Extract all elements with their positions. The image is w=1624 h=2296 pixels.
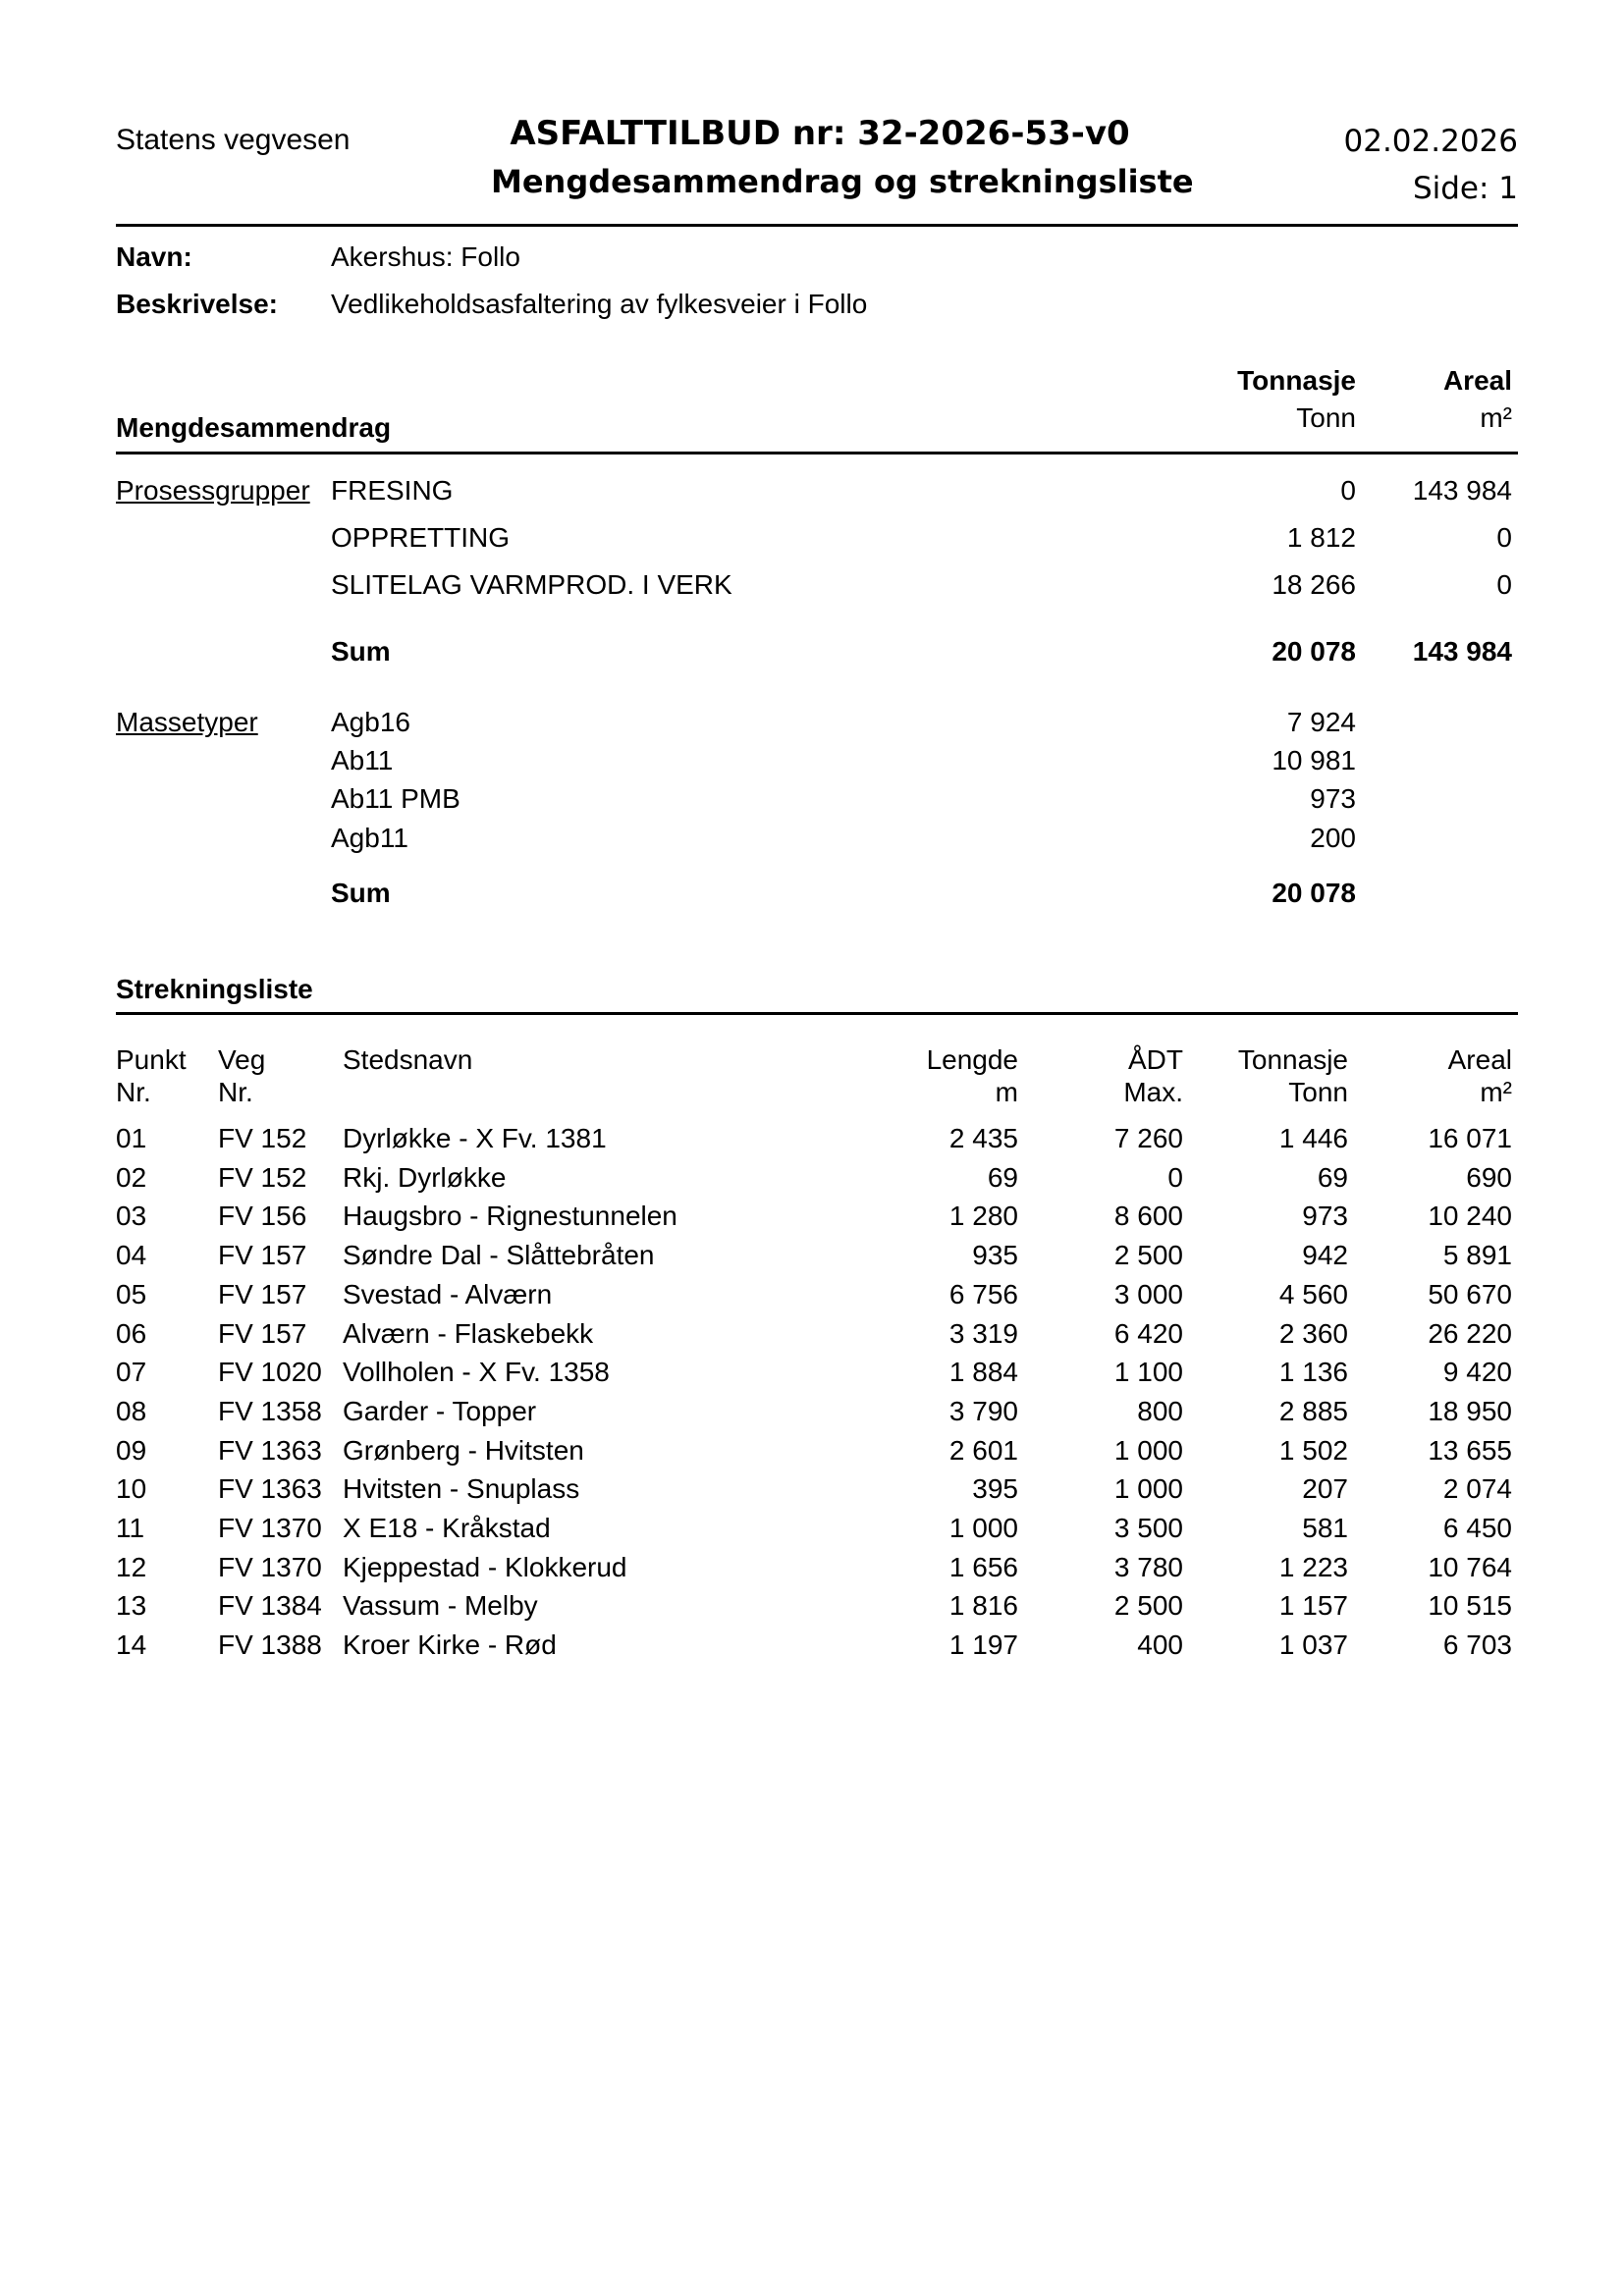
- route-veg: FV 1370: [218, 1513, 322, 1543]
- route-tonnasje: 1 037: [1278, 1629, 1348, 1660]
- route-stedsnavn: X E18 - Kråkstad: [343, 1513, 551, 1543]
- header-lengde-sub: m: [995, 1077, 1018, 1107]
- route-lengde: 3 319: [948, 1318, 1018, 1349]
- mass-sum-tonnage: 20 078: [1272, 878, 1356, 908]
- mass-name: Agb16: [331, 707, 410, 737]
- name-value: Akershus: Follo: [331, 241, 520, 272]
- route-lengde: 3 790: [948, 1396, 1018, 1426]
- route-veg: FV 152: [218, 1162, 307, 1193]
- document-title: ASFALTTILBUD nr: 32-2026-53-v0: [510, 114, 1130, 153]
- summary-divider: [116, 452, 1518, 454]
- route-areal: 26 220: [1428, 1318, 1512, 1349]
- mass-tonnage: 10 981: [1272, 745, 1356, 775]
- mass-sum-label: Sum: [331, 878, 391, 908]
- route-tonnasje: 973: [1302, 1201, 1348, 1231]
- route-stedsnavn: Vassum - Melby: [343, 1590, 538, 1621]
- process-tonnage: 1 812: [1286, 522, 1356, 553]
- route-punkt: 11: [116, 1513, 145, 1543]
- area-unit: m²: [1480, 402, 1512, 433]
- route-lengde: 1 197: [948, 1629, 1018, 1660]
- route-veg: FV 157: [218, 1318, 307, 1349]
- route-areal: 16 071: [1428, 1123, 1512, 1153]
- route-stedsnavn: Svestad - Alværn: [343, 1279, 553, 1309]
- route-adt: 1 000: [1113, 1435, 1183, 1466]
- route-punkt: 14: [116, 1629, 147, 1660]
- route-stedsnavn: Søndre Dal - Slåttebråten: [343, 1240, 655, 1270]
- route-stedsnavn: Kroer Kirke - Rød: [343, 1629, 557, 1660]
- header-veg-sub: Nr.: [218, 1077, 253, 1107]
- route-adt: 800: [1137, 1396, 1183, 1426]
- route-lengde: 1 816: [948, 1590, 1018, 1621]
- route-stedsnavn: Vollholen - X Fv. 1358: [343, 1357, 610, 1387]
- route-lengde: 1 000: [948, 1513, 1018, 1543]
- route-punkt: 02: [116, 1162, 147, 1193]
- process-name: SLITELAG VARMPROD. I VERK: [331, 569, 732, 600]
- route-areal: 5 891: [1442, 1240, 1512, 1270]
- route-punkt: 07: [116, 1357, 147, 1387]
- route-stedsnavn: Haugsbro - Rignestunnelen: [343, 1201, 677, 1231]
- process-sum-label: Sum: [331, 636, 391, 667]
- route-tonnasje: 1 502: [1278, 1435, 1348, 1466]
- route-veg: FV 152: [218, 1123, 307, 1153]
- process-area: 0: [1496, 522, 1512, 553]
- route-tonnasje: 1 223: [1278, 1552, 1348, 1582]
- header-divider: [116, 224, 1518, 227]
- header-areal: Areal: [1447, 1044, 1512, 1075]
- tonnage-unit: Tonn: [1296, 402, 1356, 433]
- process-name: FRESING: [331, 475, 454, 506]
- route-tonnasje: 4 560: [1278, 1279, 1348, 1309]
- header-punkt: Punkt: [116, 1044, 187, 1075]
- description-value: Vedlikeholdsasfaltering av fylkesveier i Follo: [331, 289, 868, 319]
- route-tonnasje: 207: [1302, 1473, 1348, 1504]
- header-areal-sub: m²: [1480, 1077, 1512, 1107]
- route-punkt: 03: [116, 1201, 147, 1231]
- route-areal: 10 240: [1428, 1201, 1512, 1231]
- document-subtitle: Mengdesammendrag og strekningsliste: [491, 163, 1194, 200]
- route-stedsnavn: Rkj. Dyrløkke: [343, 1162, 507, 1193]
- route-adt: 0: [1167, 1162, 1183, 1193]
- route-lengde: 69: [987, 1162, 1018, 1193]
- route-adt: 3 000: [1113, 1279, 1183, 1309]
- route-stedsnavn: Alværn - Flaskebekk: [343, 1318, 594, 1349]
- route-punkt: 08: [116, 1396, 147, 1426]
- process-tonnage: 18 266: [1272, 569, 1356, 600]
- route-punkt: 01: [116, 1123, 147, 1153]
- route-lengde: 2 601: [948, 1435, 1018, 1466]
- organization-name: Statens vegvesen: [116, 124, 351, 156]
- process-groups-label: Prosessgrupper: [116, 475, 310, 506]
- route-lengde: 395: [972, 1473, 1018, 1504]
- route-list-title: Strekningsliste: [116, 974, 313, 1004]
- route-veg: FV 156: [218, 1201, 307, 1231]
- route-lengde: 1 656: [948, 1552, 1018, 1582]
- route-tonnasje: 1 136: [1278, 1357, 1348, 1387]
- route-adt: 3 780: [1113, 1552, 1183, 1582]
- route-areal: 10 515: [1428, 1590, 1512, 1621]
- route-adt: 1 100: [1113, 1357, 1183, 1387]
- route-adt: 2 500: [1113, 1240, 1183, 1270]
- route-adt: 1 000: [1113, 1473, 1183, 1504]
- document-date: 02.02.2026: [1343, 124, 1518, 159]
- process-tonnage: 0: [1340, 475, 1356, 506]
- route-punkt: 10: [116, 1473, 147, 1504]
- route-punkt: 04: [116, 1240, 147, 1270]
- mass-types-label: Massetyper: [116, 707, 258, 737]
- tonnage-column-header: Tonnasje: [1237, 365, 1356, 396]
- route-punkt: 09: [116, 1435, 147, 1466]
- mass-name: Ab11 PMB: [331, 783, 460, 814]
- route-adt: 7 260: [1113, 1123, 1183, 1153]
- route-adt: 2 500: [1113, 1590, 1183, 1621]
- route-areal: 10 764: [1428, 1552, 1512, 1582]
- route-stedsnavn: Hvitsten - Snuplass: [343, 1473, 580, 1504]
- route-veg: FV 1370: [218, 1552, 322, 1582]
- page-number: Side: 1: [1412, 171, 1518, 206]
- route-stedsnavn: Grønberg - Hvitsten: [343, 1435, 584, 1466]
- header-punkt-sub: Nr.: [116, 1077, 151, 1107]
- header-tonnasje: Tonnasje: [1237, 1044, 1348, 1075]
- route-veg: FV 1363: [218, 1473, 322, 1504]
- mass-tonnage: 973: [1310, 783, 1356, 814]
- header-veg: Veg: [218, 1044, 266, 1075]
- route-lengde: 6 756: [948, 1279, 1018, 1309]
- route-tonnasje: 581: [1302, 1513, 1348, 1543]
- route-veg: FV 1020: [218, 1357, 322, 1387]
- mass-name: Agb11: [331, 823, 408, 853]
- description-label: Beskrivelse:: [116, 289, 279, 319]
- route-tonnasje: 1 157: [1278, 1590, 1348, 1621]
- area-column-header: Areal: [1442, 365, 1512, 396]
- route-lengde: 935: [972, 1240, 1018, 1270]
- route-punkt: 13: [116, 1590, 147, 1621]
- route-areal: 18 950: [1428, 1396, 1512, 1426]
- route-stedsnavn: Kjeppestad - Klokkerud: [343, 1552, 627, 1582]
- route-tonnasje: 2 360: [1278, 1318, 1348, 1349]
- mass-tonnage: 200: [1310, 823, 1356, 853]
- route-veg: FV 1358: [218, 1396, 322, 1426]
- header-tonnasje-sub: Tonn: [1288, 1077, 1348, 1107]
- route-veg: FV 1363: [218, 1435, 322, 1466]
- route-tonnasje: 1 446: [1278, 1123, 1348, 1153]
- route-tonnasje: 2 885: [1278, 1396, 1348, 1426]
- route-veg: FV 1388: [218, 1629, 322, 1660]
- route-areal: 690: [1466, 1162, 1512, 1193]
- route-veg: FV 1384: [218, 1590, 322, 1621]
- process-sum-tonnage: 20 078: [1272, 636, 1356, 667]
- route-punkt: 05: [116, 1279, 147, 1309]
- process-name: OPPRETTING: [331, 522, 511, 553]
- route-adt: 400: [1137, 1629, 1183, 1660]
- route-veg: FV 157: [218, 1240, 307, 1270]
- route-areal: 2 074: [1442, 1473, 1512, 1504]
- route-veg: FV 157: [218, 1279, 307, 1309]
- route-areal: 6 703: [1442, 1629, 1512, 1660]
- route-areal: 9 420: [1442, 1357, 1512, 1387]
- route-list-divider: [116, 1012, 1518, 1015]
- process-area: 143 984: [1412, 475, 1512, 506]
- route-areal: 50 670: [1428, 1279, 1512, 1309]
- route-punkt: 12: [116, 1552, 147, 1582]
- route-areal: 13 655: [1428, 1435, 1512, 1466]
- summary-section-title: Mengdesammendrag: [116, 412, 392, 443]
- route-stedsnavn: Garder - Topper: [343, 1396, 537, 1426]
- route-punkt: 06: [116, 1318, 147, 1349]
- process-sum-area: 143 984: [1412, 636, 1512, 667]
- route-areal: 6 450: [1442, 1513, 1512, 1543]
- process-area: 0: [1496, 569, 1512, 600]
- header-adt-sub: Max.: [1123, 1077, 1183, 1107]
- route-tonnasje: 942: [1302, 1240, 1348, 1270]
- route-adt: 6 420: [1113, 1318, 1183, 1349]
- route-adt: 8 600: [1113, 1201, 1183, 1231]
- header-adt: ÅDT: [1128, 1044, 1183, 1075]
- name-label: Navn:: [116, 241, 192, 272]
- route-lengde: 2 435: [948, 1123, 1018, 1153]
- header-lengde: Lengde: [926, 1044, 1018, 1075]
- mass-tonnage: 7 924: [1286, 707, 1356, 737]
- route-lengde: 1 280: [948, 1201, 1018, 1231]
- route-stedsnavn: Dyrløkke - X Fv. 1381: [343, 1123, 607, 1153]
- mass-name: Ab11: [331, 745, 394, 775]
- route-lengde: 1 884: [948, 1357, 1018, 1387]
- route-adt: 3 500: [1113, 1513, 1183, 1543]
- route-tonnasje: 69: [1317, 1162, 1348, 1193]
- header-stedsnavn: Stedsnavn: [343, 1044, 473, 1075]
